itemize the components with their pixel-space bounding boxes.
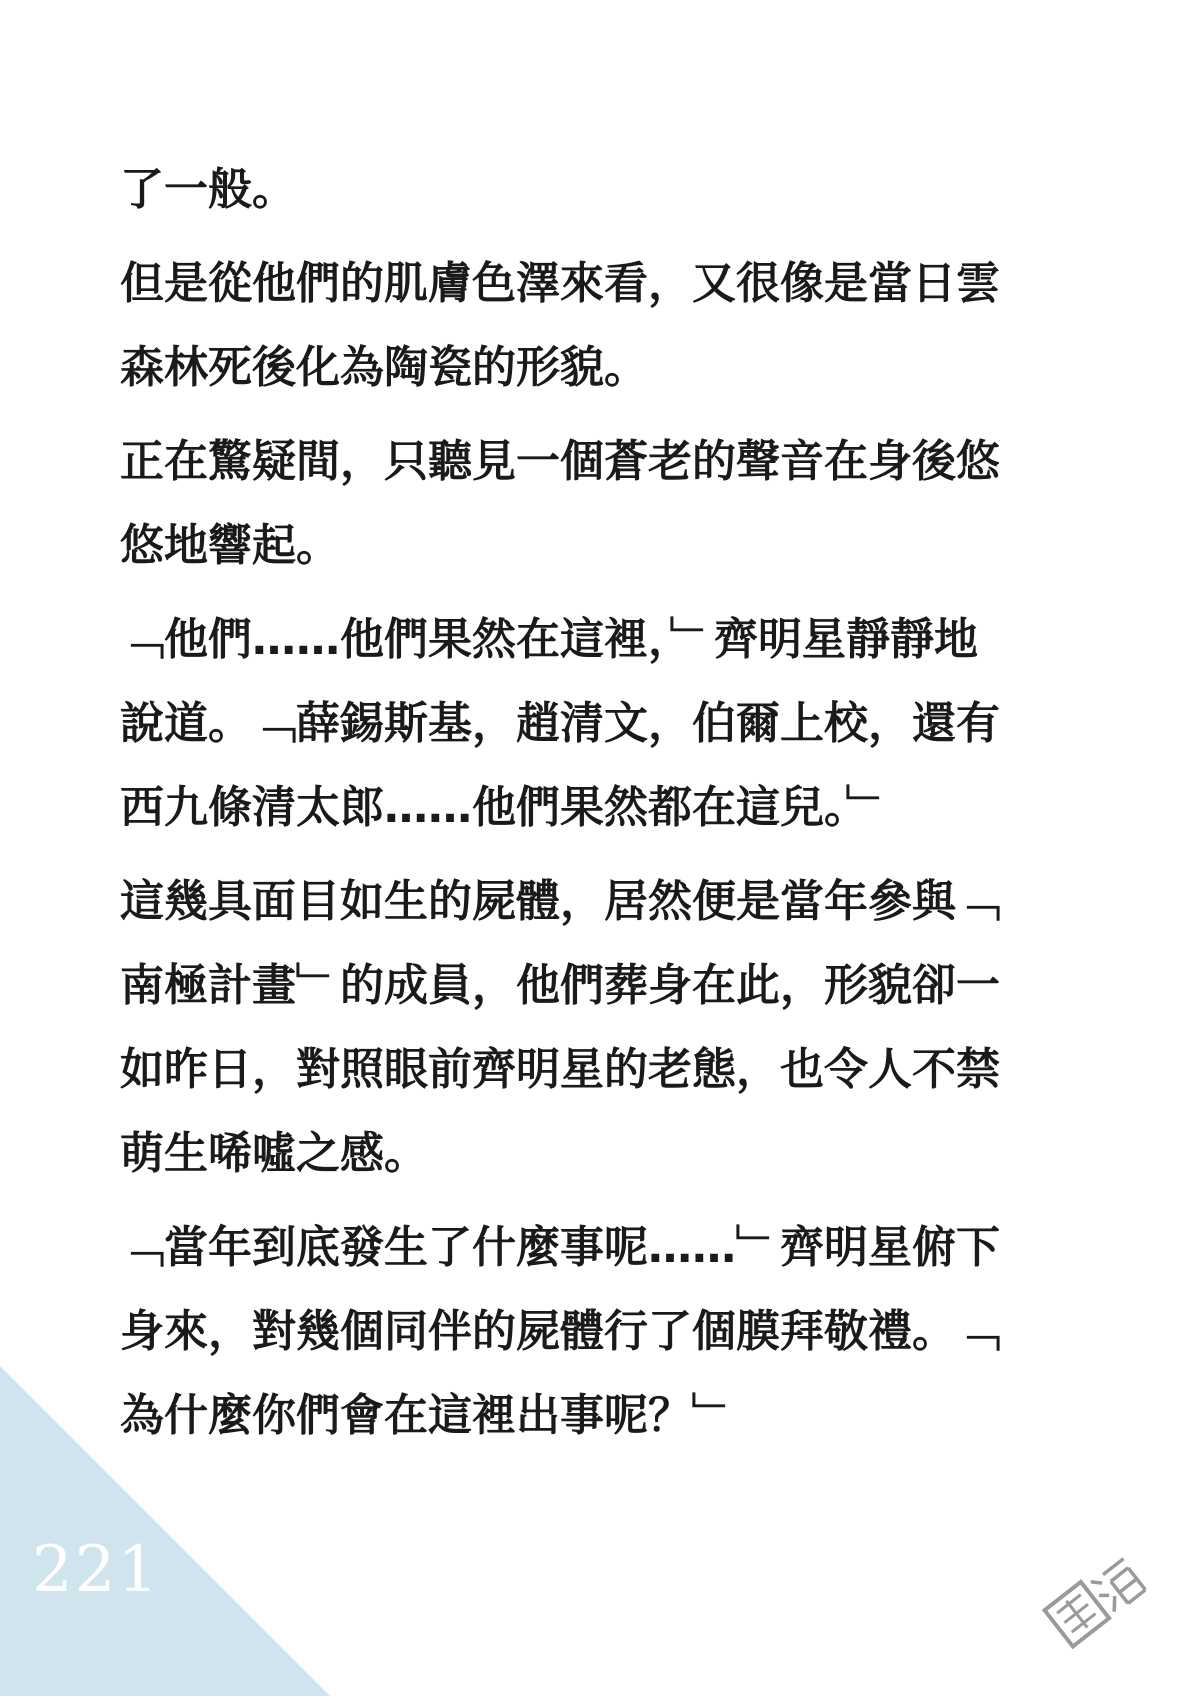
text-line: 如昨日，對照眼前齊明星的老態，也令人不禁 (120, 1044, 1000, 1095)
text-line: 了一般。 (120, 164, 296, 215)
body-text (120, 148, 1080, 1458)
text-line: 這幾具面目如生的屍體，居然便是當年參與﹁ (120, 876, 1000, 927)
paragraph-gap (120, 588, 1080, 598)
text-line: 森林死後化為陶瓷的形貌。 (120, 342, 648, 393)
text-line: 但是從他們的肌膚色澤來看，又很像是當日雲 (120, 258, 1000, 309)
text-line: ﹁當年到底發生了什麼事呢……﹂齊明星俯下 (120, 1222, 1000, 1273)
text-line: ﹁他們……他們果然在這裡，﹂齊明星靜靜地 (120, 614, 978, 665)
text-line: 悠地響起。 (120, 520, 340, 571)
text-line: 身來，對幾個同伴的屍體行了個膜拜敬禮。﹁ (120, 1306, 1000, 1357)
manben-logo-stamp-icon (1020, 1524, 1174, 1678)
paragraph-gap (120, 1196, 1080, 1206)
text-line: 說道。﹁薛錫斯基，趙清文，伯爾上校，還有 (120, 698, 1000, 749)
paragraph-gap (120, 232, 1080, 242)
text-line: 南極計畫﹂的成員，他們葬身在此，形貌卻一 (120, 960, 1000, 1011)
text-line: 正在驚疑間，只聽見一個蒼老的聲音在身後悠 (120, 436, 1000, 487)
page-number: 221 (32, 1533, 161, 1607)
text-line: 為什麼你們會在這裡出事呢？﹂ (120, 1390, 736, 1441)
paragraph-gap (120, 410, 1080, 420)
text-line: 西九條清太郎……他們果然都在這兒。﹂ (120, 782, 890, 833)
text-line: 萌生唏噓之感。 (120, 1128, 428, 1179)
paragraph-gap (120, 850, 1080, 860)
